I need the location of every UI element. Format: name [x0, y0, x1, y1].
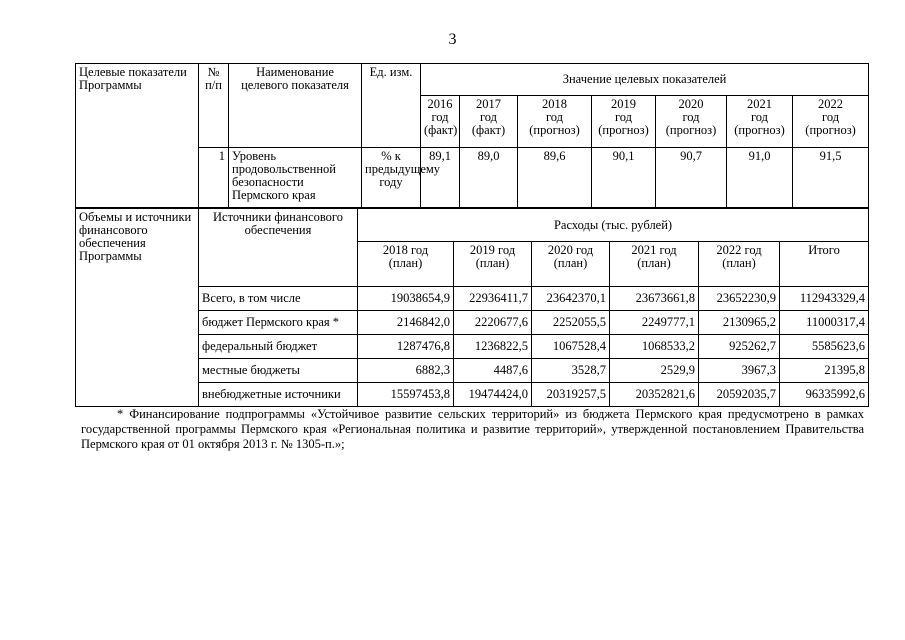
year-header-kind: (прогноз): [734, 123, 785, 137]
funding-value: 1067528,4: [532, 335, 610, 359]
year-header-year: 2021: [747, 97, 772, 111]
funding-value: 19038654,9: [358, 287, 454, 311]
indicator-value: 89,6: [518, 148, 592, 208]
funding-value: 23673661,8: [610, 287, 699, 311]
indicator-value: 91,0: [727, 148, 793, 208]
funding-value: 1236822,5: [454, 335, 532, 359]
funding-value: 6882,3: [358, 359, 454, 383]
indicator-value: 89,1: [421, 148, 460, 208]
footnote: * Финансирование подпрограммы «Устойчивое развитие сельских территорий» из бюджета Пермского края предусмотрено в рамках государственной программы Пермского края «Региональная политика и развитие территорий», утвержденной постановлением Правительства Пермского края от 01 октября 2013 г. № 1305-п.»;: [81, 407, 864, 451]
target-indicators-table: [75, 63, 869, 208]
funding-year-kind: (план): [388, 256, 423, 270]
funding-value: 20319257,5: [532, 383, 610, 407]
funding-year-year: 2018 год: [382, 243, 429, 257]
year-header-year: 2016: [427, 97, 453, 111]
funding-source-label: внебюджетные источники: [199, 383, 358, 407]
indicator-name: Уровень продовольственной безопасности Пермского края: [229, 148, 362, 208]
funding-year-kind: (план): [722, 256, 756, 270]
funding-source-label: бюджет Пермского края *: [199, 311, 358, 335]
funding-year-header-4: [699, 242, 780, 287]
funding-year-year: 2022 год: [716, 243, 762, 257]
funding-section-label: Объемы и источники финансового обеспечения Программы: [76, 209, 199, 407]
funding-value: 4487,6: [454, 359, 532, 383]
year-header-year: 2022: [818, 97, 844, 111]
year-header-6: [793, 96, 869, 148]
year-header-1: [460, 96, 518, 148]
total-header: Итого: [780, 242, 869, 287]
funding-value: 21395,8: [780, 359, 869, 383]
year-header-kind: (прогноз): [598, 123, 649, 137]
year-header-kind: (прогноз): [529, 123, 580, 137]
funding-value: 1068533,2: [610, 335, 699, 359]
funding-value: 3967,3: [699, 359, 780, 383]
year-header-0: [421, 96, 460, 148]
year-header-year: 2018: [542, 97, 567, 111]
funding-value: 22936411,7: [454, 287, 532, 311]
col-expenses-header: Расходы (тыс. рублей): [358, 209, 869, 242]
funding-value: 1287476,8: [358, 335, 454, 359]
year-header-kind: (прогноз): [665, 123, 717, 137]
funding-year-year: 2019 год: [469, 243, 516, 257]
indicators-section-label: Целевые показатели Программы: [76, 64, 199, 208]
funding-value: 23652230,9: [699, 287, 780, 311]
col-no-header: № п/п: [199, 64, 229, 148]
col-values-header: Значение целевых показателей: [421, 64, 869, 96]
funding-year-year: 2020 год: [547, 243, 594, 257]
funding-value: 20352821,6: [610, 383, 699, 407]
year-header-3: [592, 96, 656, 148]
indicator-value: 90,7: [656, 148, 727, 208]
funding-year-kind: (план): [475, 256, 510, 270]
year-header-year: 2020: [678, 97, 704, 111]
year-header-2: [518, 96, 592, 148]
funding-source-label: местные бюджеты: [199, 359, 358, 383]
indicator-value: 91,5: [793, 148, 869, 208]
year-header-4: [656, 96, 727, 148]
funding-table: [75, 208, 869, 407]
funding-year-kind: (план): [553, 256, 588, 270]
funding-value: 5585623,6: [780, 335, 869, 359]
year-header-unit: год: [431, 110, 449, 124]
funding-value: 925262,7: [699, 335, 780, 359]
funding-value: 3528,7: [532, 359, 610, 383]
funding-value: 11000317,4: [780, 311, 869, 335]
indicator-no: 1: [199, 148, 229, 208]
year-header-kind: (факт): [471, 123, 506, 137]
col-sources-header: Источники финансового обеспечения: [199, 209, 358, 287]
col-unit-header: Ед. изм.: [362, 64, 421, 148]
year-header-unit: год: [545, 110, 564, 124]
year-header-unit: год: [682, 110, 700, 124]
indicator-value: 90,1: [592, 148, 656, 208]
indicator-unit: % к предыдущему году: [362, 148, 421, 208]
funding-value: 2249777,1: [610, 311, 699, 335]
funding-value: 96335992,6: [780, 383, 869, 407]
funding-year-year: 2021 год: [631, 243, 677, 257]
year-header-kind: (прогноз): [805, 123, 856, 137]
funding-value: 112943329,4: [780, 287, 869, 311]
indicator-value: 89,0: [460, 148, 518, 208]
year-header-kind: (факт): [424, 123, 458, 137]
funding-year-kind: (план): [637, 256, 671, 270]
page-number: 3: [448, 31, 457, 48]
funding-value: 23642370,1: [532, 287, 610, 311]
funding-value: 15597453,8: [358, 383, 454, 407]
year-header-unit: год: [479, 110, 498, 124]
year-header-unit: год: [750, 110, 769, 124]
year-header-year: 2019: [611, 97, 636, 111]
year-header-unit: год: [614, 110, 633, 124]
year-header-year: 2017: [476, 97, 501, 111]
funding-value: 2146842,0: [358, 311, 454, 335]
funding-source-label: Всего, в том числе: [199, 287, 358, 311]
funding-value: 2130965,2: [699, 311, 780, 335]
col-name-header: Наименование целевого показателя: [229, 64, 362, 148]
funding-year-header-0: [358, 242, 454, 287]
funding-year-header-3: [610, 242, 699, 287]
funding-source-label: федеральный бюджет: [199, 335, 358, 359]
funding-year-header-2: [532, 242, 610, 287]
funding-value: 2252055,5: [532, 311, 610, 335]
funding-value: 19474424,0: [454, 383, 532, 407]
funding-value: 2220677,6: [454, 311, 532, 335]
year-header-5: [727, 96, 793, 148]
funding-value: 20592035,7: [699, 383, 780, 407]
funding-year-header-1: [454, 242, 532, 287]
funding-value: 2529,9: [610, 359, 699, 383]
year-header-unit: год: [822, 110, 840, 124]
